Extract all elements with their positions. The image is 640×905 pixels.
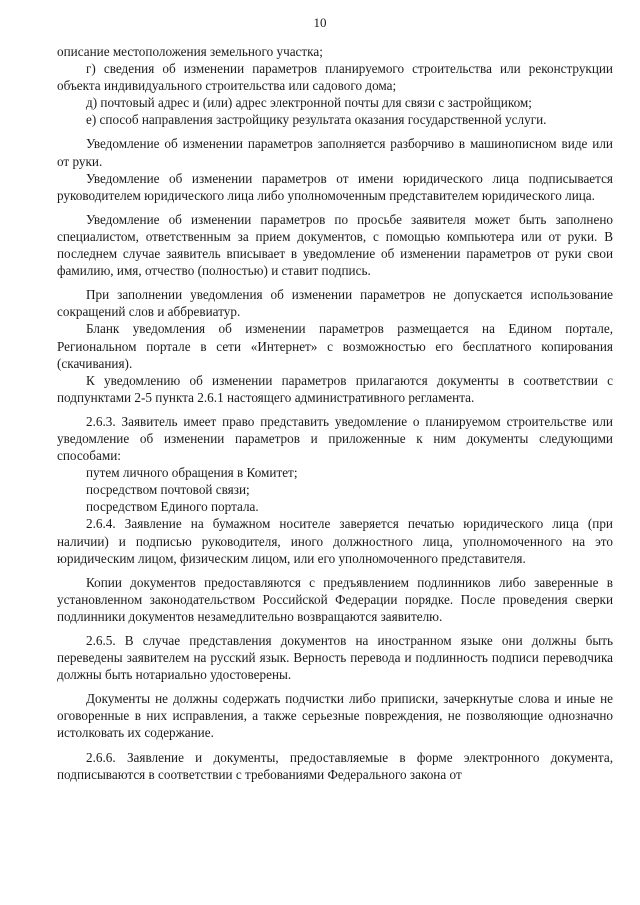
document-body [57,43,613,783]
paragraph: Документы не должны содержать подчистки либо приписки, зачеркнутые слова и иные не оговоренные в них исправления, а также серьезные повреждения, не позволяющие однозначно истолковать их содержание. [57,691,613,741]
paragraph: г) сведения об изменении параметров планируемого строительства или реконструкции объекта индивидуального строительства или садового дома; [57,61,613,94]
paragraph: 2.6.3. Заявитель имеет право представить уведомление о планируемом строительстве или уведомление об изменении параметров и приложенные к ним документы следующими способами: [57,413,613,464]
paragraph: 2.6.5. В случае представления документов на иностранном языке они должны быть переведены заявителем на русский язык. Верность перевода и подлинность подписи переводчика должны быть нотариально удостоверены. [57,633,613,683]
paragraph: е) способ направления застройщику результата оказания государственной услуги. [86,112,547,128]
list-item: путем личного обращения в Комитет; [86,465,298,481]
paragraph: 2.6.4. Заявление на бумажном носителе заверяется печатью юридического лица (при наличии) и подписью руководителя, иного должностного лица, уполномоченного на это юридическим лицом, физическим лицом, или его уполномоченного представителя. [57,516,613,566]
paragraph: д) почтовый адрес и (или) адрес электронной почты для связи с застройщиком; [86,95,532,111]
paragraph: К уведомлению об изменении параметров прилагаются документы в соответствии с подпунктами 2-5 пункта 2.6.1 настоящего административного регламента. [57,372,613,405]
paragraph: Уведомление об изменении параметров от имени юридического лица подписывается руководителем юридического лица либо уполномоченным представителем юридического лица. [57,170,613,203]
paragraph: Бланк уведомления об изменении параметров размещается на Едином портале, Региональном портале в сети «Интернет» с возможностью его бесплатного копирования (скачивания). [57,321,613,371]
paragraph: Копии документов предоставляются с предъявлением подлинников либо заверенные в установленном законодательством Российской Федерации порядке. После проведения сверки подлинники документов незамедлительно возвращаются заявителю. [57,574,613,624]
paragraph: Уведомление об изменении параметров заполняется разборчиво в машинописном виде или от руки. [57,136,613,169]
paragraph: Уведомление об изменении параметров по просьбе заявителя может быть заполнено специалистом, ответственным за прием документов, с помощью компьютера или от руки. В последнем случае заявитель вписывает в уведомление об изменении параметров от руки свои фамилию, имя, отчество (полностью) и ставит подпись. [57,211,613,279]
list-item: посредством Единого портала. [86,499,259,515]
page-number: 10 [313,15,327,30]
list-item: посредством почтовой связи; [86,482,250,498]
paragraph: 2.6.6. Заявление и документы, предоставляемые в форме электронного документа, подписываются в соответствии с требованиями Федерального закона от [57,749,613,782]
paragraph: При заполнении уведомления об изменении параметров не допускается использование сокращений слов и аббревиатур. [57,287,613,320]
paragraph: описание местоположения земельного участка; [57,44,323,59]
